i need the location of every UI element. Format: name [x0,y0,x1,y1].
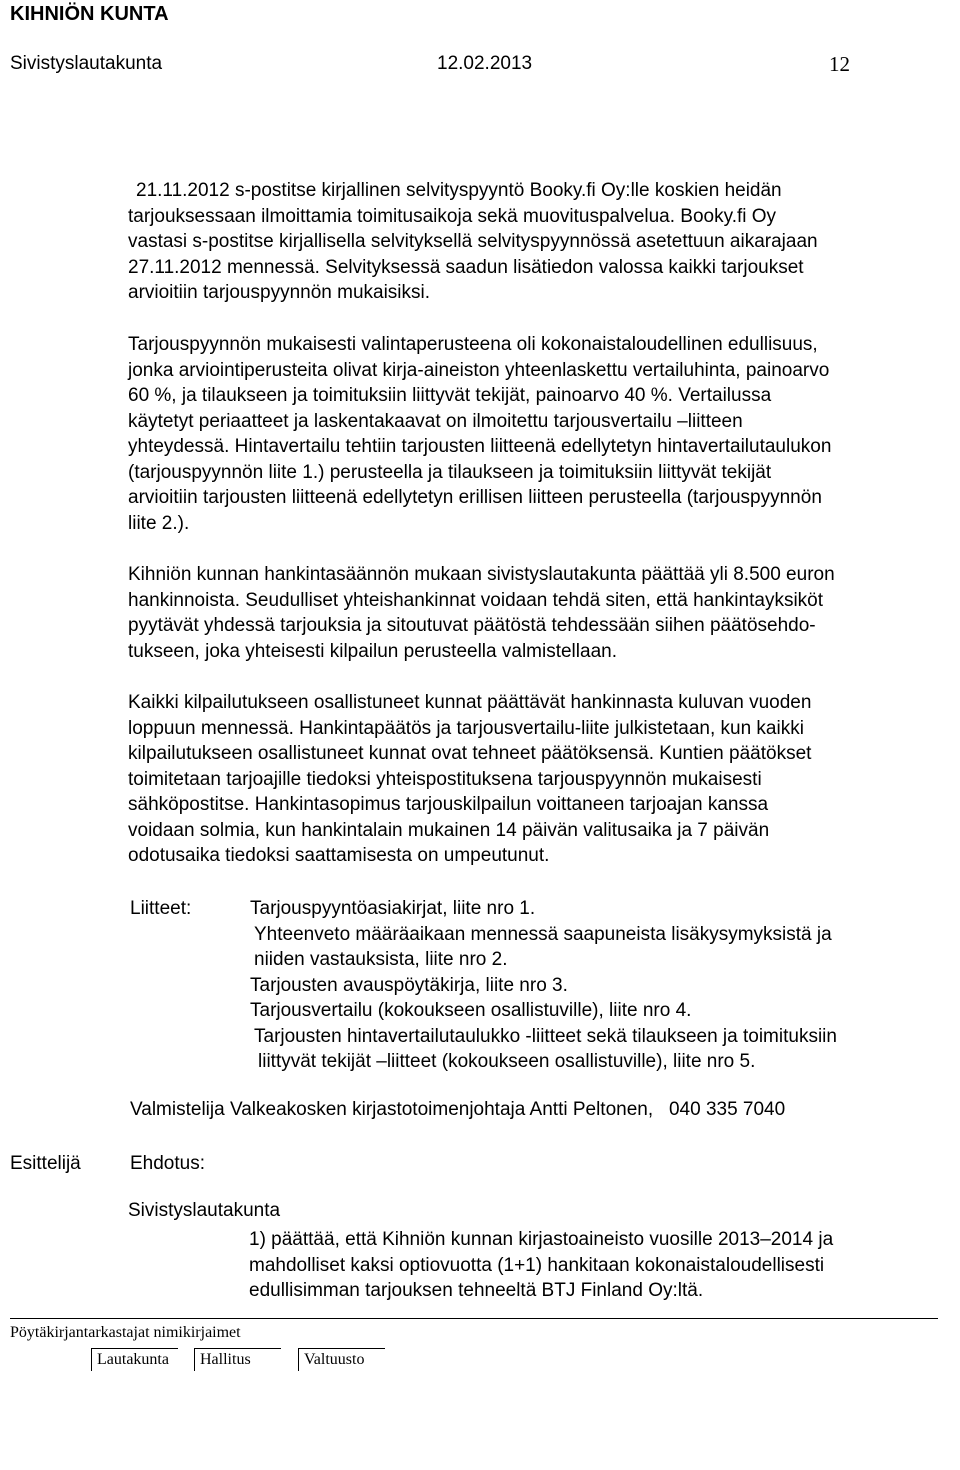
attachment-item: Yhteenveto määräaikaan mennessä saapuneista lisäkysymyksistä ja [254,923,832,945]
footer-lautakunta: Lautakunta [97,1351,169,1368]
text-line: Kihniön kunnan hankintasäännön mukaan sivistyslautakunta päättää yli 8.500 euron [128,564,835,585]
attachment-item: niiden vastauksista, liite nro 2. [254,949,508,970]
text-line: 1) päättää, että Kihniön kunnan kirjastoaineisto vuosille 2013–2014 ja [249,1229,834,1250]
text-line: sähköpostitse. Hankintasopimus tarjouskilpailun voittaneen tarjoajan kanssa [128,794,769,815]
text-line: 60 %, ja tilaukseen ja toimituksiin liittyvät tekijät, painoarvo 40 %. Vertailussa [128,385,772,406]
board-name: Sivistyslautakunta [10,53,163,74]
text-line: yhteydessä. Hintavertailu tehtiin tarjousten liitteenä edellytetyn hintavertailutaulukon [128,436,832,457]
page-number: 12 [829,52,850,76]
text-line: (tarjouspyynnön liite 1.) perusteella ja tilaukseen ja toimituksiin liittyvät tekijät [128,461,772,483]
text-line: jonka arviointiperusteita olivat kirja-aineiston yhteenlaskettu vertailuhinta, painoarvo [128,359,830,381]
text-line: 27.11.2012 mennessä. Selvityksessä saadun lisätiedon valossa kaikki tarjoukset [128,256,804,278]
text-line: kilpailutukseen osallistuneet kunnat ovat tehneet päätöksensä. Kuntien päätökset [128,743,812,764]
text-line: loppuun mennessä. Hankintapäätös ja tarjousvertailu-liite julkistetaan, kun kaikki [128,717,804,739]
preparer-line: Valmistelija Valkeakosken kirjastotoimenjohtaja Antti Peltonen, 040 335 7040 [130,1099,786,1120]
text-line: voidaan solmia, kun hankintalain mukainen 14 päivän valitusaika ja 7 päivän [128,819,770,841]
text-line: arvioitiin tarjouspyynnön mukaisiksi. [128,282,431,303]
decision-text [249,1227,833,1304]
paragraph-criteria [128,332,960,536]
attachments-list [250,896,837,1075]
attachment-item: Tarjousvertailu (kokoukseen osallistuville), liite nro 4. [250,1000,692,1021]
text-line: liite 2.). [128,512,190,534]
text-line: toimitetaan tarjoajille tiedoksi yhteispostituksena tarjouspyynnön mukaisesti [128,768,762,790]
text-line: odotusaika tiedoksi saattamisesta on umpeutunut. [128,845,550,866]
decision-board: Sivistyslautakunta [128,1200,281,1221]
meeting-date: 12.02.2013 [437,53,533,74]
text-line: mahdolliset kaksi optiovuotta (1+1) hankitaan kokonaistaloudellisesti [249,1254,825,1276]
text-line: vastasi s-postitse kirjallisella selvityksellä selvityspyynnössä asetettuun aikarajaan [128,231,818,252]
footer-valtuusto: Valtuusto [304,1351,365,1368]
paragraph-procurement-rules [128,562,960,664]
text-line: edullisimman tarjouksen tehneeltä BTJ Finland Oy:ltä. [249,1280,704,1301]
presenter-label: Esittelijä [10,1153,81,1174]
organization-name: KIHNIÖN KUNTA [10,3,169,25]
footer-signatures-label: Pöytäkirjantarkastajat nimikirjaimet [10,1324,241,1341]
text-line: Tarjouspyynnön mukaisesti valintaperusteena oli kokonaistaloudellinen edullisuus, [128,334,818,355]
attachment-item: Tarjousten hintavertailutaulukko -liitteet sekä tilaukseen ja toimituksiin [254,1025,837,1047]
proposal-label: Ehdotus: [130,1153,205,1174]
footer-divider [10,1318,938,1319]
attachments-label: Liitteet: [130,898,192,919]
attachment-item: Tarjouspyyntöasiakirjat, liite nro 1. [250,898,536,919]
text-line: pyytävät yhdessä tarjouksia ja sitoutuvat päätöstä tehdessään siihen päätösehdo- [128,615,816,636]
text-line: arvioitiin tarjousten liitteenä edellytetyn erillisen liitteen perusteella (tarjouspyynnön [128,487,822,508]
text-line: Kaikki kilpailutukseen osallistuneet kunnat päättävät hankinnasta kuluvan vuoden [128,692,812,713]
text-line: tukseen, joka yhteisesti kilpailun perusteella valmistellaan. [128,640,617,662]
attachment-item: Tarjousten avauspöytäkirja, liite nro 3. [250,974,568,996]
text-line: hankinnoista. Seudulliset yhteishankinnat voidaan tehdä siten, että hankintayksiköt [128,589,824,611]
paragraph-clarification [128,178,960,306]
footer-hallitus: Hallitus [200,1351,251,1368]
text-line: tarjouksessaan ilmoittamia toimitusaikoja sekä muovituspalvelua. Booky.fi Oy [128,205,777,227]
text-line: 21.11.2012 s-postitse kirjallinen selvityspyyntö Booky.fi Oy:lle koskien heidän [136,180,782,201]
text-line: käytetyt periaatteet ja laskentakaavat on ilmoitettu tarjousvertailu –liitteen [128,410,743,432]
attachment-item: liittyvät tekijät –liitteet (kokoukseen osallistuville), liite nro 5. [258,1051,756,1072]
paragraph-decision-process [128,690,960,869]
